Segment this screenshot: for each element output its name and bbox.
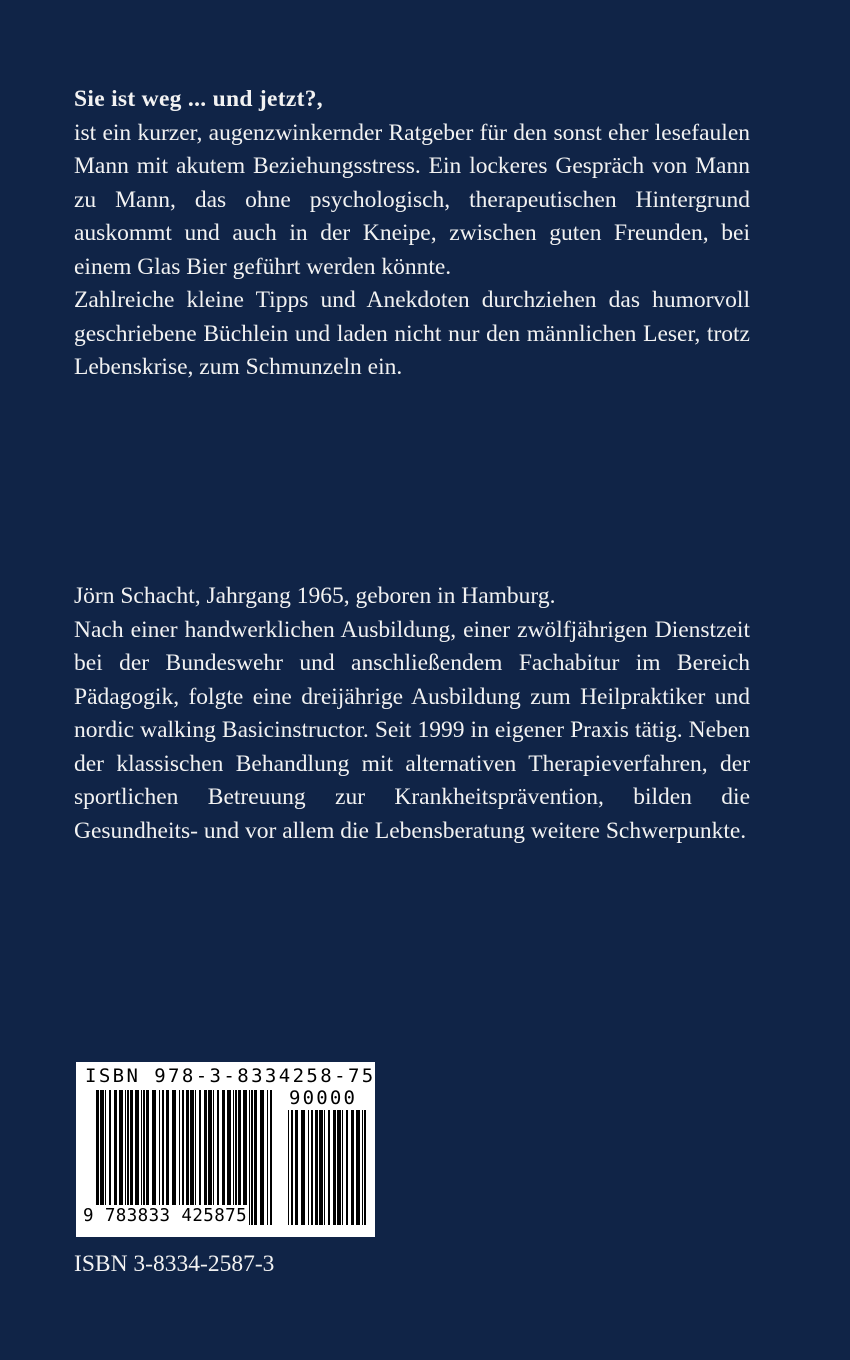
addon-barcode-bar — [333, 1110, 336, 1225]
addon-barcode-bar — [328, 1110, 330, 1225]
isbn-number: ISBN 3-8334-2587-3 — [74, 1251, 275, 1277]
barcode-isbn-label: ISBN 978-3-8334258-75 — [85, 1065, 376, 1087]
author-bio-section — [74, 580, 750, 848]
addon-barcode-bar — [346, 1110, 348, 1225]
addon-barcode-bar — [315, 1110, 318, 1225]
blurb-paragraph: Zahlreiche kleine Tipps und Anekdoten durchziehen das humorvoll geschriebene Büchlein und laden nicht nur den männlichen Leser, trotz Lebenskrise, zum Schmunzeln ein. — [74, 287, 750, 380]
addon-barcode-bar — [356, 1110, 360, 1225]
addon-barcode-bar — [319, 1110, 323, 1225]
book-title-line: Sie ist weg ... und jetzt?, — [74, 86, 323, 112]
addon-barcode-bar — [288, 1110, 289, 1225]
addon-barcode-bar — [362, 1110, 363, 1225]
barcode-bar — [267, 1090, 268, 1225]
addon-barcode-bar — [342, 1110, 343, 1225]
barcode-bar — [254, 1090, 257, 1225]
isbn-barcode — [76, 1062, 375, 1237]
addon-barcode-bar — [351, 1110, 354, 1225]
barcode-bar — [251, 1090, 253, 1225]
barcode-bar — [270, 1090, 272, 1225]
author-bio-text: Nach einer handwerklichen Ausbildung, einer zwölfjährigen Dienstzeit bei der Bundeswehr und anschließendem Fachabitur im Bereich Pädagogik, folgte eine dreijährige Ausbildung zum Heilpraktiker und nordic walking Basicinstructor. Seit 1999 in eigener Praxis tätig. Neben der klassischen Behandlung mit alternativen Therapieverfahren, der sportlichen Betreuung zur Krankheitsprävention, bilden die Gesundheits- und vor allem die Lebensberatung weitere Schwerpunkte. — [74, 616, 750, 844]
addon-barcode-bar — [291, 1110, 293, 1225]
blurb-section — [74, 83, 750, 385]
barcode-price-code: 90000 — [289, 1087, 358, 1109]
addon-barcode-bar — [295, 1110, 298, 1225]
addon-barcode-bar — [337, 1110, 341, 1225]
barcode-bar — [260, 1090, 264, 1225]
addon-barcode-bar — [324, 1110, 325, 1225]
addon-barcode-bar — [308, 1110, 309, 1225]
addon-barcode-bar — [311, 1110, 313, 1225]
blurb-paragraph: ist ein kurzer, augenzwinkernder Ratgeber für den sonst eher lesefaulen Mann mit akutem Beziehungsstress. Ein lockeres Gespräch von Mann zu Mann, das ohne psychologisch, therapeutischen Hintergrund auskommt und auch in der Kneipe, zwischen guten Freunden, bei einem Glas Bier geführt werden könnte. — [74, 119, 750, 280]
author-intro: Jörn Schacht, Jahrgang 1965, geboren in Hamburg. — [74, 583, 556, 609]
addon-barcode-bar — [301, 1110, 305, 1225]
barcode-bar — [249, 1090, 250, 1225]
addon-barcode-bar — [364, 1110, 366, 1225]
barcode-ean-digits: 9 783833 425875 — [83, 1206, 248, 1226]
